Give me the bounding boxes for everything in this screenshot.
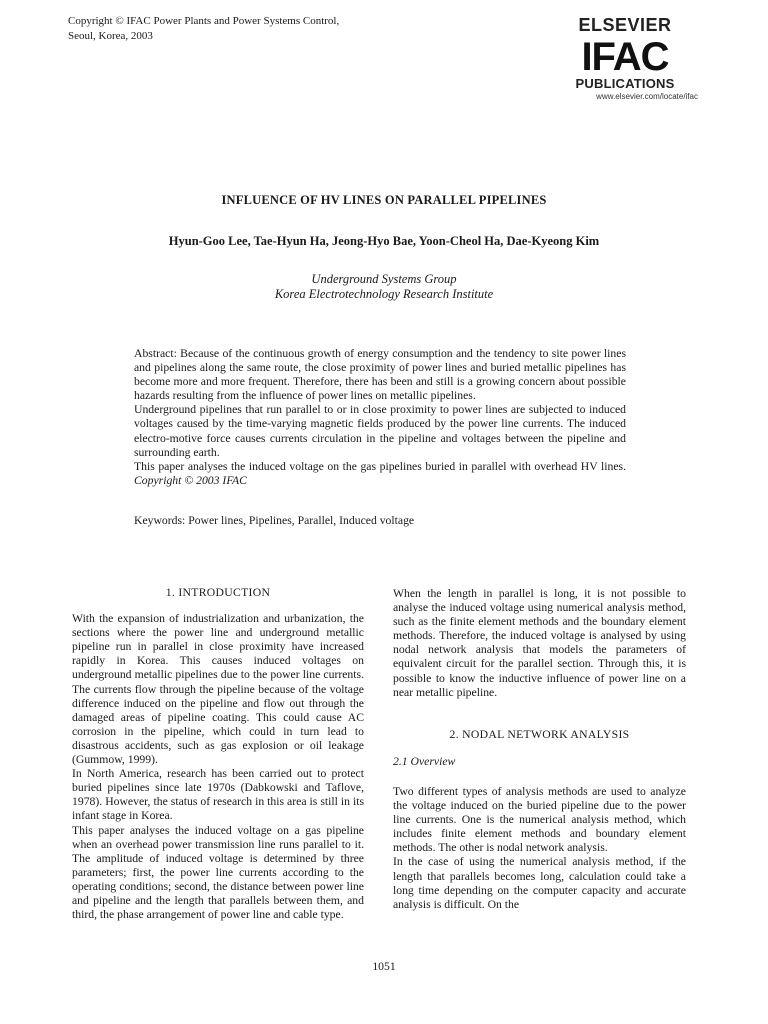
abstract-paragraph-3 <box>134 460 626 488</box>
abstract-paragraph-1: Abstract: Because of the continuous growth of energy consumption and the tendency to site power lines and pipelines along the same route, the close proximity of power lines and buried metallic pipelines has become more and more frequent. Therefore, there has been and still is a growing concern about possible hazards resulting from the influence of power lines on metallic pipelines. <box>134 347 626 403</box>
right-paragraph-1: When the length in parallel is long, it is not possible to analyse the induced voltage using numerical analysis method, such as the finite element methods and the boundary element methods. Therefore, the induced voltage is analysed by using nodal network analysis that models the parameters of equivalent circuit for the parallel section. Through this, it is possible to know the inductive influence of power line on a near metallic pipeline. <box>393 587 686 699</box>
abstract-paragraph-2: Underground pipelines that run parallel to or in close proximity to power lines are subjected to induced voltages caused by the time-varying magnetic fields produced by the power line currents. The induced electro-motive force causes currents circulation in the pipeline and voltages between the pipeline and surrounding earth. <box>134 403 626 459</box>
overview-paragraph-2: In the case of using the numerical analysis method, if the length that parallels becomes long, calculation could take a long time depending on the computer capacity and accurate analysis is difficult. On the <box>393 855 686 911</box>
abstract-copyright: Copyright © 2003 IFAC <box>134 473 247 487</box>
page-number: 1051 <box>372 960 396 973</box>
overview-paragraph-1: Two different types of analysis methods are used to analyze the voltage induced on the buried pipeline due to the power line currents. One is the numerical analysis method, which includes finite element methods and boundary element methods. The other is nodal network analysis. <box>393 784 686 855</box>
copyright-notice <box>68 14 339 44</box>
section-heading-nodal-network: 2. NODAL NETWORK ANALYSIS <box>449 727 630 741</box>
abstract <box>134 347 626 488</box>
logo-url: www.elsevier.com/locate/ifac <box>596 92 698 101</box>
affiliation-line-1: Underground Systems Group <box>311 272 457 286</box>
section-heading-introduction: 1. INTRODUCTION <box>165 586 271 599</box>
intro-paragraph-3: This paper analyses the induced voltage on a gas pipeline when an overhead power transmission line runs parallel to it. The amplitude of induced voltage is determined by three parameters; first, the power line currents according to the operating conditions; second, the distance between power line and pipeline and the length that parallels between them, and third, the phase arrangement of power line and cable type. <box>72 823 364 922</box>
paper-authors: Hyun-Goo Lee, Tae-Hyun Ha, Jeong-Hyo Bae, Yoon-Cheol Ha, Dae-Kyeong Kim <box>168 234 600 248</box>
right-column <box>393 587 686 912</box>
abstract-paragraph-3-text: This paper analyses the induced voltage on the gas pipelines buried in parallel with overhead HV lines. <box>134 459 626 473</box>
left-column <box>72 586 364 922</box>
intro-paragraph-2: In North America, research has been carried out to protect buried pipelines since late 1970s (Dabkowski and Taflove, 1978). However, the status of research in this area is still in its infant stage in Korea. <box>72 767 364 823</box>
paper-title: INFLUENCE OF HV LINES ON PARALLEL PIPELINES <box>221 193 547 207</box>
logo-brand: ELSEVIER <box>578 15 672 35</box>
intro-paragraph-1: With the expansion of industrialization and urbanization, the sections where the power line and underground metallic pipeline run in parallel in close proximity have increased rapidly in Korea. This causes induced voltages on underground metallic pipelines due to the power line currents. The currents flow through the pipeline because of the voltage difference induced on the pipeline and flow out through the damaged areas of pipeline coating. This could cause AC corrosion in the pipeline, which could in turn lead to disastrous accidents, such as gas explosion or oil leakage (Gummow, 1999). <box>72 612 364 767</box>
affiliation <box>0 272 768 302</box>
subsection-heading-overview: 2.1 Overview <box>393 754 456 768</box>
publisher-logo <box>548 15 708 101</box>
copyright-line-2: Seoul, Korea, 2003 <box>68 30 153 42</box>
logo-name: IFAC <box>581 35 669 79</box>
affiliation-line-2: Korea Electrotechnology Research Institute <box>274 287 494 301</box>
logo-subtitle: PUBLICATIONS <box>575 76 675 91</box>
copyright-line-1: Copyright © IFAC Power Plants and Power Systems Control, <box>68 15 340 27</box>
keywords: Keywords: Power lines, Pipelines, Parallel, Induced voltage <box>134 514 415 527</box>
